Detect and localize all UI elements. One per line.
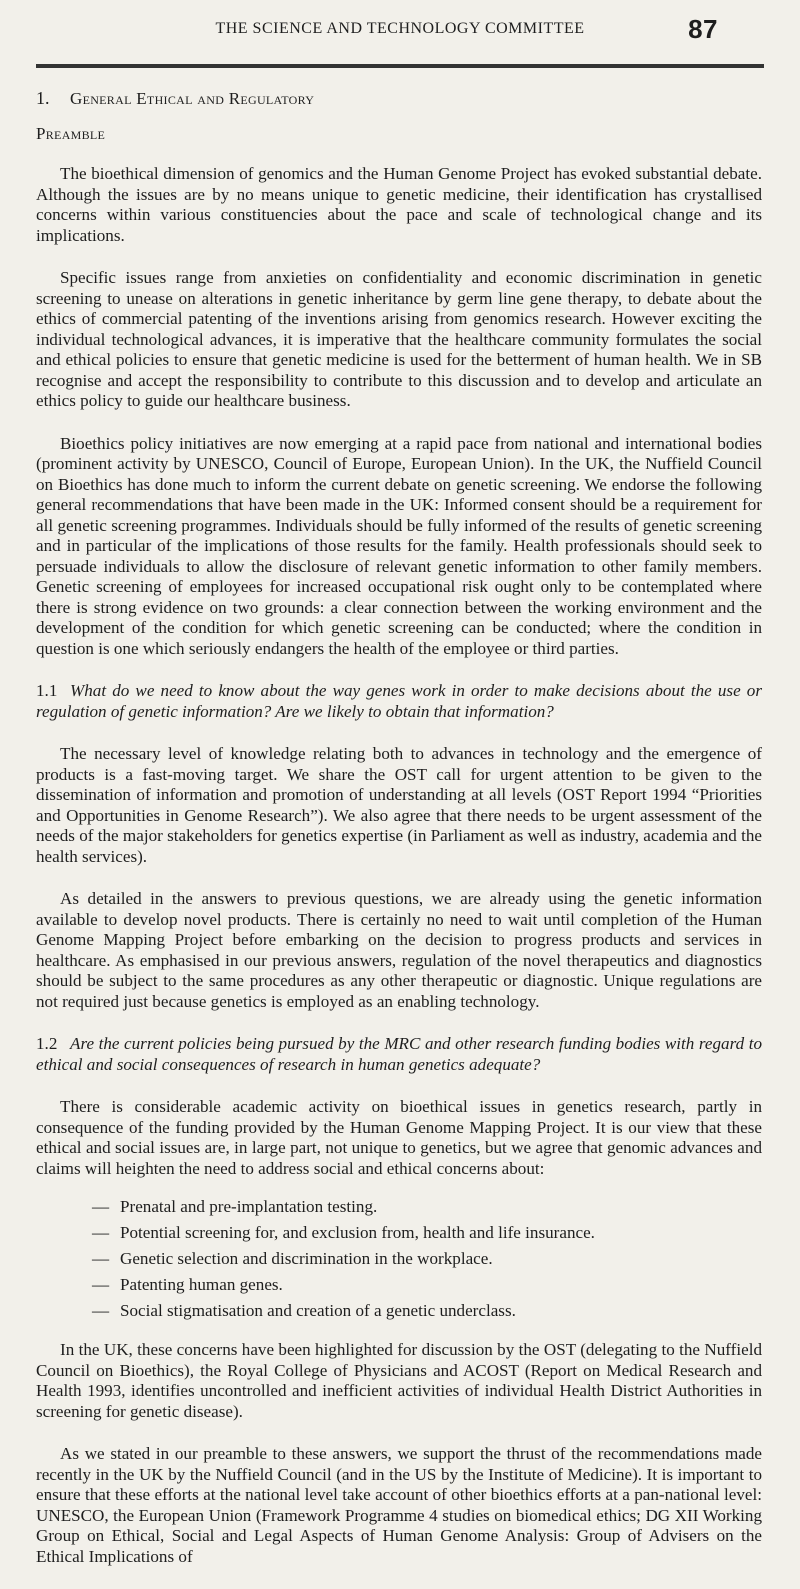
question-number: 1.1 xyxy=(36,681,58,700)
list-item: — Prenatal and pre-implantation testing. xyxy=(92,1197,378,1216)
header-rule xyxy=(36,64,764,68)
section-heading xyxy=(36,88,762,111)
question-number: 1.2 xyxy=(36,1034,58,1053)
paragraph-academic-activity: There is considerable academic activity on bioethical issues in genetics research, partly in consequence of the funding provided by the Human Genome Mapping Project. It is our view that these ethical and social issues are, in large part, not unique to genetics, but we agree that genomic advances and claims will heighten the need to address social and ethical concerns about: xyxy=(36,1097,762,1178)
question-text: Are the current policies being pursued by the MRC and other research funding bodies with regard to ethical and social consequences of research in human genetics adequate? xyxy=(36,1034,762,1074)
paragraph-bioethical-dimension: The bioethical dimension of genomics and the Human Genome Project has evoked substantial debate. Although the issues are by no means unique to genetic medicine, their identification has crystallised concerns within various constituencies about the pace and scale of technological change and its implications. xyxy=(36,164,762,245)
list-item: — Patenting human genes. xyxy=(92,1275,283,1294)
body-text xyxy=(36,88,762,1589)
preamble-heading: Preamble xyxy=(36,123,106,143)
concerns-list xyxy=(36,1197,762,1320)
question-1-1 xyxy=(36,681,762,722)
list-item: — Social stigmatisation and creation of a genetic underclass. xyxy=(92,1301,516,1320)
paragraph-bioethics-policy: Bioethics policy initiatives are now emerging at a rapid pace from national and international bodies (prominent activity by UNESCO, Council of Europe, European Union). In the UK, the Nuffield Council on Bioethics has done much to inform the current debate on genetic screening. We endorse the following general recommendations that have been made in the UK: Informed consent should be a requirement for all genetic screening programmes. Individuals should be fully informed of the results of genetic screening and in particular of the implications of those results for the family. Health professionals should seek to persuade individuals to allow the disclosure of relevant genetic information to other family members. Genetic screening of employees for increased occupational risk ought only to be contemplated where there is strong evidence on two grounds: a clear connection between the working environment and the development of the condition for which genetic screening can be conducted; where the condition in question is one which seriously endangers the health of the employee or third parties. xyxy=(36,433,762,658)
paragraph-specific-issues: Specific issues range from anxieties on confidentiality and economic discrimination in genetic screening to unease on alterations in genetic inheritance by germ line gene therapy, to debate about the ethics of commercial patenting of the inventions arising from genomics research. However exciting the individual technological advances, it is imperative that the healthcare community formulates the social and ethical policies to ensure that genetic medicine is used for the betterment of human health. We in SB recognise and accept the responsibility to contribute to this discussion and to develop and articulate an ethics policy to guide our healthcare business. xyxy=(36,268,762,410)
paragraph-novel-products: As detailed in the answers to previous questions, we are already using the genetic information available to develop novel products. There is certainly no need to wait until completion of the Human Genome Mapping Project before embarking on the decision to progress products and services in healthcare. As emphasised in our previous answers, regulation of the novel therapeutics and diagnostics should be subject to the same procedures as any other therapeutic or diagnostic. Unique regulations are not required just because genetics is employed as an enabling technology. xyxy=(36,889,762,1011)
paragraph-knowledge-level: The necessary level of knowledge relating both to advances in technology and the emergence of products is a fast-moving target. We share the OST call for urgent attention to be given to the dissemination of information and promotion of understanding at all levels (OST Report 1994 “Priorities and Opportunities in Genome Research”). We also agree that there needs to be urgent assessment of the needs of the major stakeholders for genetics expertise (in Parliament as well as industry, academia and the health services). xyxy=(36,744,762,866)
paragraph-uk-concerns: In the UK, these concerns have been highlighted for discussion by the OST (delegating to the Nuffield Council on Bioethics), the Royal College of Physicians and ACOST (Report on Medical Research and Health 1993, identifies uncontrolled and inefficient activities of individual Health District Authorities in screening for genetic disease). xyxy=(36,1340,762,1421)
section-number: 1. xyxy=(36,88,50,108)
running-header xyxy=(36,14,764,44)
question-text: What do we need to know about the way genes work in order to make decisions about the use or regulation of genetic information? Are we likely to obtain that information? xyxy=(36,681,762,721)
list-item: — Potential screening for, and exclusion from, health and life insurance. xyxy=(92,1223,595,1242)
paragraph-preamble-support: As we stated in our preamble to these answers, we support the thrust of the recommendations made recently in the UK by the Nuffield Council (and in the US by the Institute of Medicine). It is important to ensure that these efforts at the national level take account of other bioethics efforts at a pan-national level: UNESCO, the European Union (Framework Programme 4 studies on biomedical ethics; DG XII Working Group on Ethical, Social and Legal Aspects of Human Genome Analysis: Group of Advisers on the Ethical Implications of xyxy=(36,1444,762,1566)
question-1-2 xyxy=(36,1034,762,1075)
section-title: General Ethical and Regulatory xyxy=(70,89,315,108)
running-header-title: THE SCIENCE AND TECHNOLOGY COMMITTEE xyxy=(215,20,585,37)
page-number: 87 xyxy=(688,14,718,44)
list-item: — Genetic selection and discrimination in the workplace. xyxy=(92,1249,493,1268)
